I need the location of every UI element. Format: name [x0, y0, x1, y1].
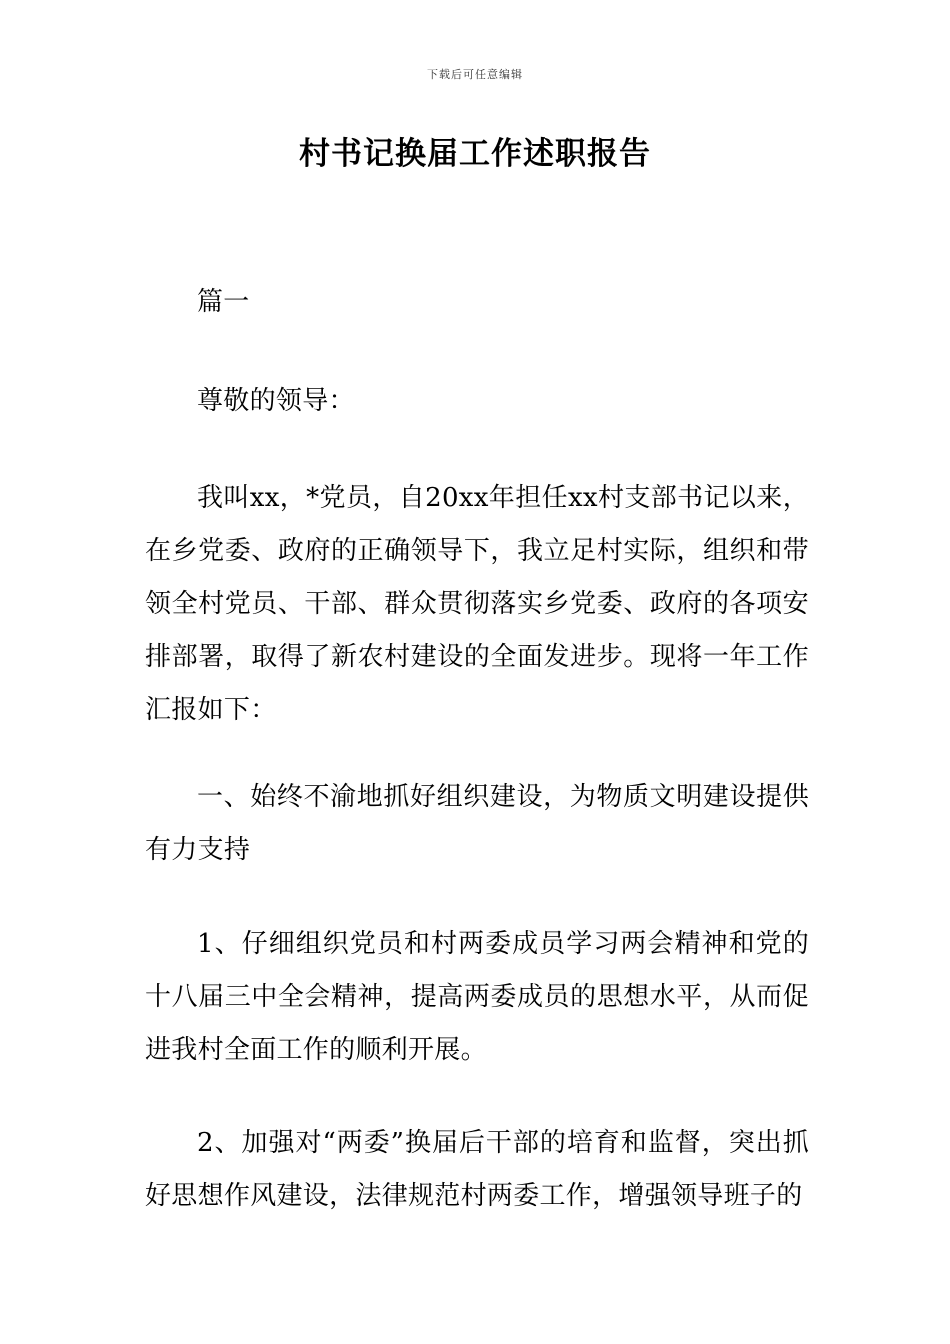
section-heading-1: 一、始终不渝地抓好组织建设，为物质文明建设提供有力支持 — [145, 782, 809, 865]
section-label: 篇一 — [197, 287, 250, 317]
greeting-paragraph: 尊敬的领导： — [197, 386, 355, 416]
list-item-2: 2、加强对“两委”换届后干部的培育和监督，突出抓好思想作风建设，法律规范村两委工作，增强领导班子的 — [145, 1128, 809, 1211]
intro-paragraph: 我叫xx，*党员，自20xx年担任xx村支部书记以来，在乡党委、政府的正确领导下，我立足村实际，组织和带领全村党员、干部、群众贯彻落实乡党委、政府的各项安排部署，取得了新农村建设的全面发进步。现将一年工作汇报如下： — [145, 483, 809, 725]
list-item-1: 1、仔细组织党员和村两委成员学习两会精神和党的十八届三中全会精神，提高两委成员的思想水平，从而促进我村全面工作的顺利开展。 — [145, 929, 809, 1065]
header-note: 下载后可任意编辑 — [427, 68, 523, 81]
document-title: 村书记换届工作述职报告 — [299, 136, 651, 172]
